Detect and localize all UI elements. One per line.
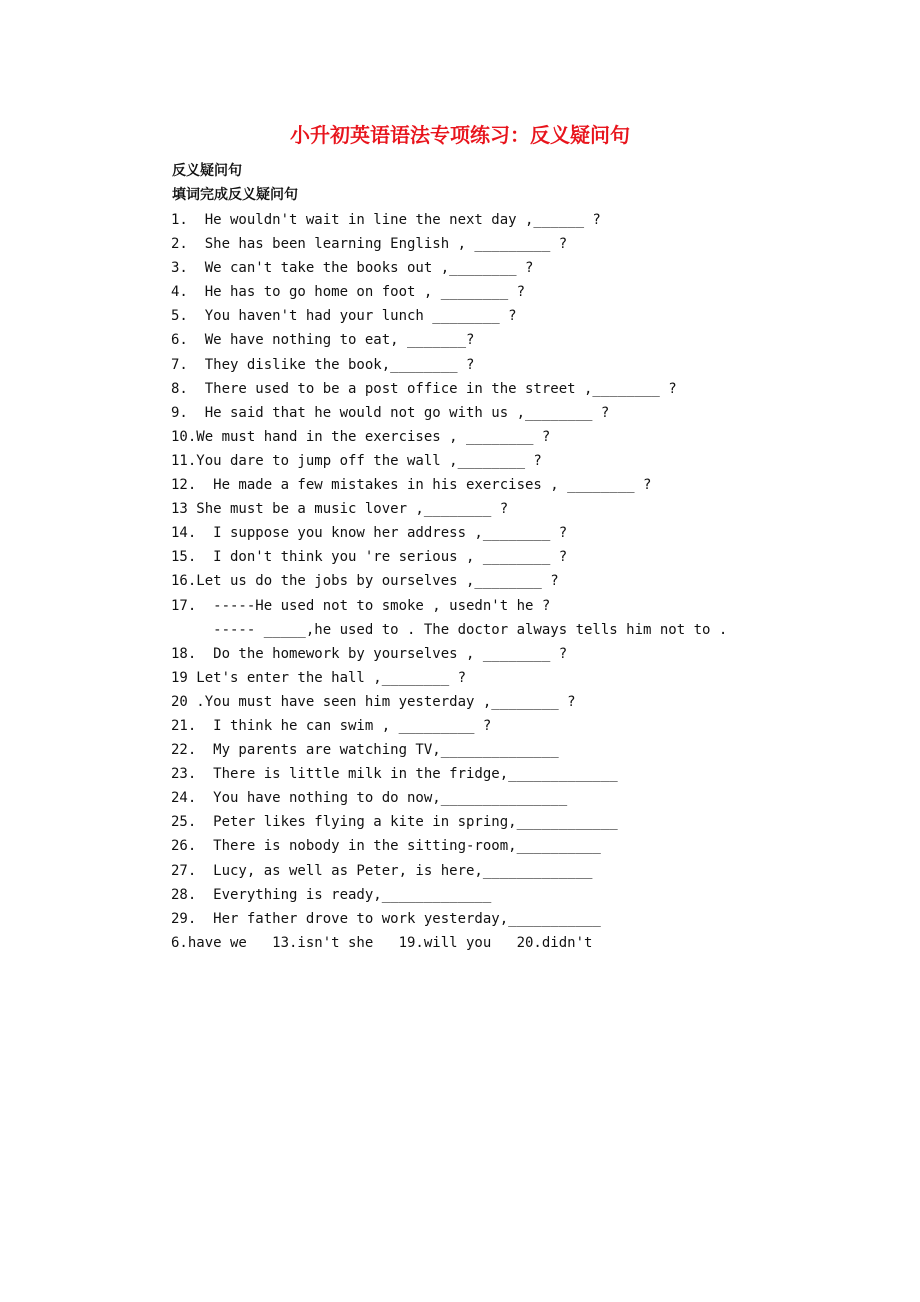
section-heading: 反义疑问句 (172, 163, 242, 179)
exercise-line: 14. I suppose you know her address ,________ ? (171, 525, 568, 542)
exercise-line: 19 Let's enter the hall ,________ ? (171, 669, 467, 686)
exercise-line: 6. We have nothing to eat, _______? (171, 332, 475, 349)
exercise-line: 22. My parents are watching TV,______________ (171, 742, 559, 759)
exercise-line: 11.You dare to jump off the wall ,________ ? (171, 452, 542, 469)
exercise-line: 15. I don't think you 're serious , ________ ? (171, 549, 568, 566)
exercise-line: 29. Her father drove to work yesterday,___________ (171, 910, 601, 927)
exercise-line: 12. He made a few mistakes in his exercises , ________ ? (171, 477, 652, 494)
exercise-line: 26. There is nobody in the sitting-room,__________ (171, 838, 601, 855)
exercise-line: 28. Everything is ready,_____________ (171, 886, 492, 903)
exercise-line: 5. You haven't had your lunch ________ ? (171, 308, 517, 325)
exercise-line: 3. We can't take the books out ,________ ? (171, 260, 534, 277)
exercise-line: 2. She has been learning English , _________ ? (171, 236, 568, 253)
exercise-line: 24. You have nothing to do now,_______________ (171, 790, 568, 807)
page-title: 小升初英语语法专项练习：反义疑问句 (290, 123, 630, 147)
exercise-line: ----- _____,he used to . The doctor always tells him not to . (171, 621, 728, 638)
exercise-line: 8. There used to be a post office in the street ,________ ? (171, 380, 677, 397)
exercise-line: 23. There is little milk in the fridge,_____________ (171, 766, 618, 783)
exercise-line: 16.Let us do the jobs by ourselves ,________ ? (171, 573, 559, 590)
exercise-line: 7. They dislike the book,________ ? (171, 356, 475, 373)
exercise-line: 13 She must be a music lover ,________ ? (171, 501, 509, 518)
exercise-list (171, 209, 727, 932)
exercise-line: 10.We must hand in the exercises , ________ ? (171, 428, 551, 445)
answer-key: 6.have we 13.isn't she 19.will you 20.didn't (171, 935, 593, 951)
exercise-heading: 填词完成反义疑问句 (172, 187, 298, 203)
exercise-line: 21. I think he can swim , _________ ? (171, 717, 492, 734)
exercise-line: 17. -----He used not to smoke , usedn't he ? (171, 597, 551, 614)
exercise-line: 27. Lucy, as well as Peter, is here,_____________ (171, 862, 593, 879)
exercise-line: 20 .You must have seen him yesterday ,________ ? (171, 693, 576, 710)
exercise-line: 1. He wouldn't wait in line the next day ,______ ? (171, 212, 601, 228)
exercise-line: 9. He said that he would not go with us ,________ ? (171, 404, 610, 421)
exercise-line: 18. Do the homework by yourselves , ________ ? (171, 645, 568, 662)
exercise-line: 4. He has to go home on foot , ________ ? (171, 284, 526, 301)
exercise-line: 25. Peter likes flying a kite in spring,____________ (171, 814, 618, 831)
